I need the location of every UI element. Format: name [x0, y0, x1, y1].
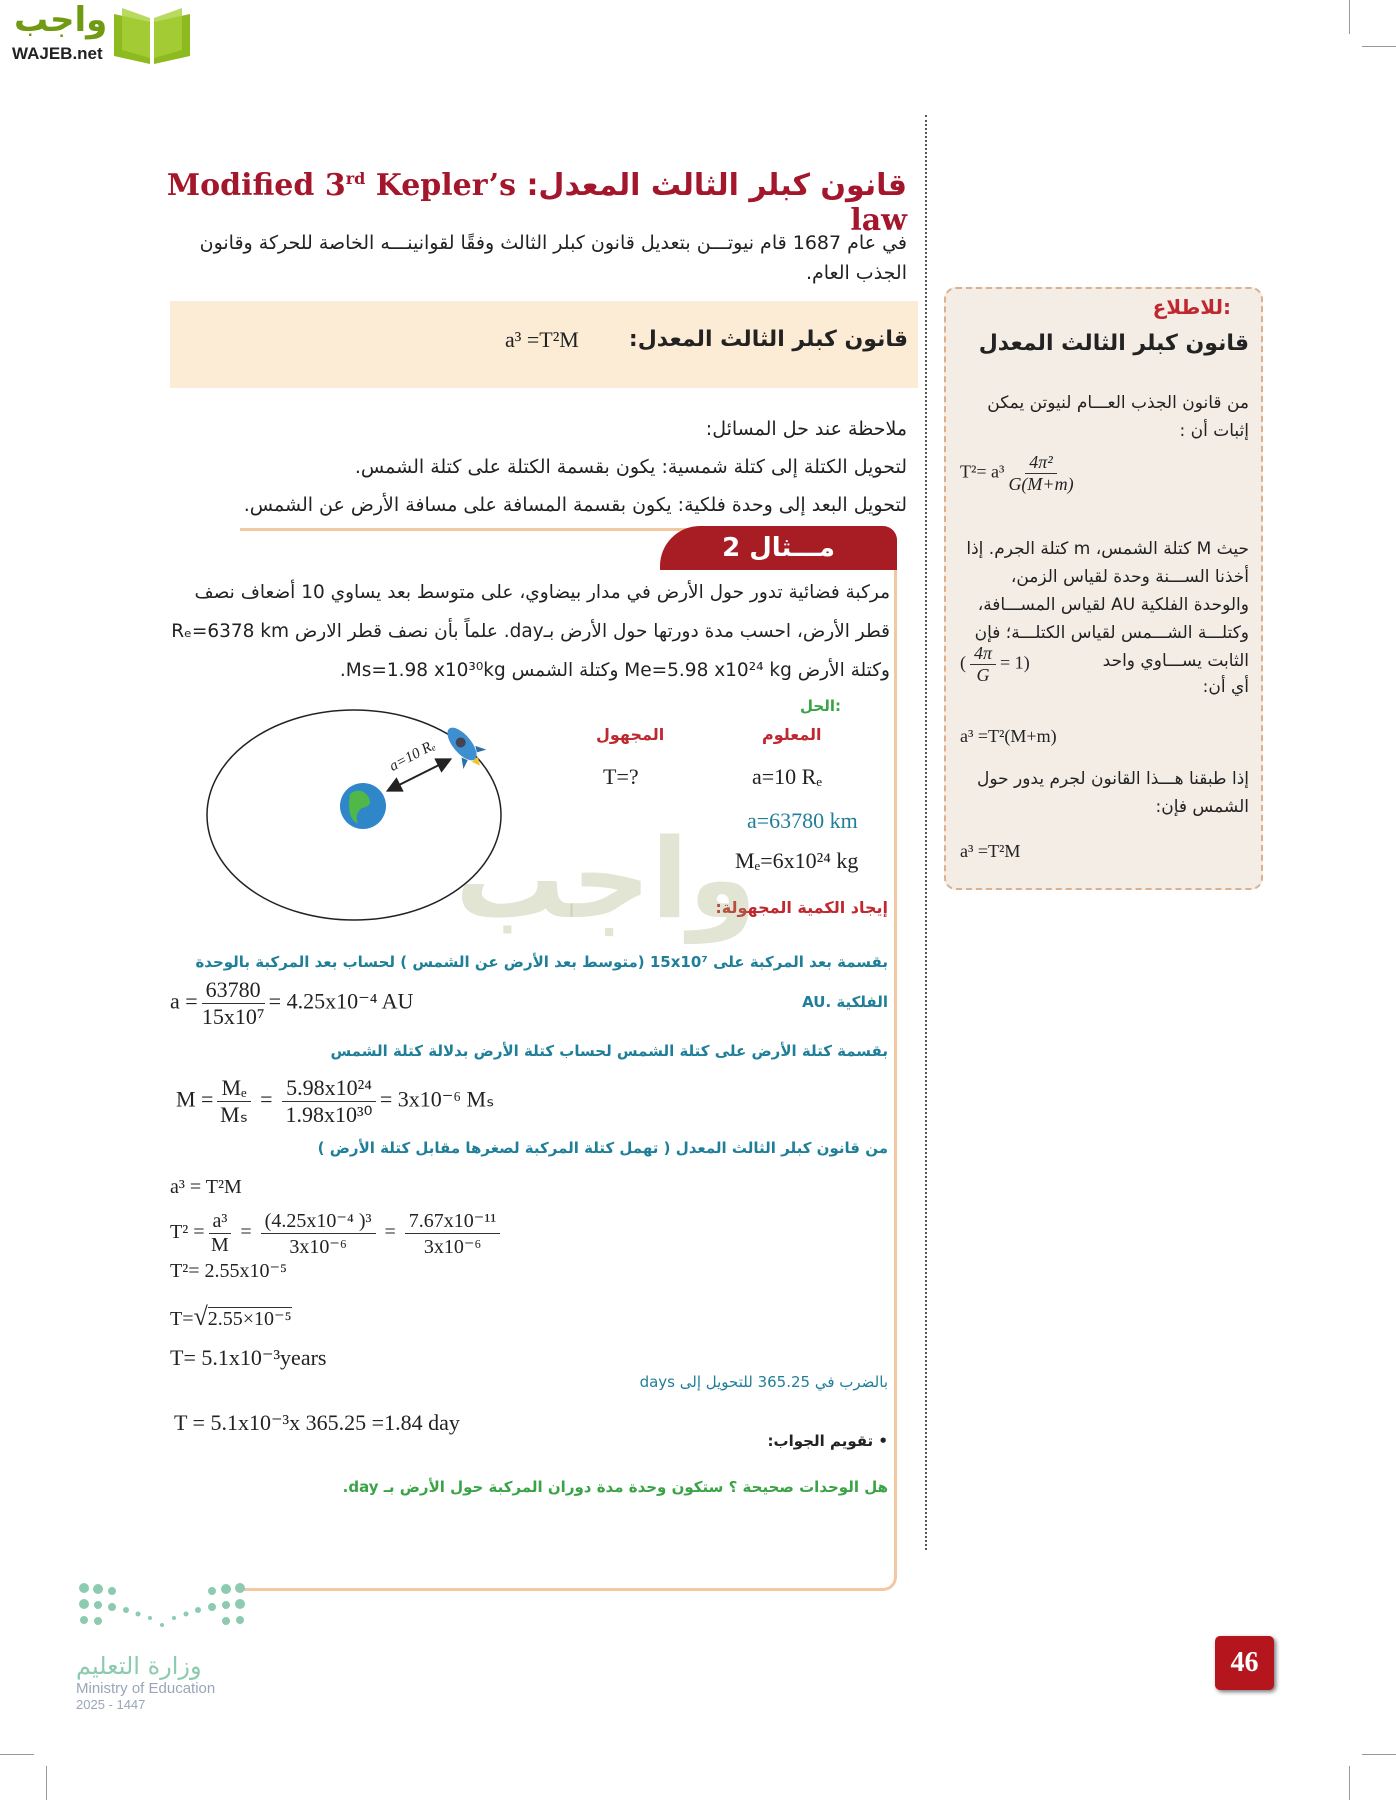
- example-tab: مـــثال 2: [660, 526, 897, 570]
- example-problem: مركبة فضائية تدور حول الأرض في مدار بيضاوي، على متوسط بعد يساوي 10 أضعاف نصف قطر الأرض، احسب مدة دورتها حول الأرض بـday. علماً بأن نصف قطر الارض Rₑ=6378 km وكتلة الأرض Me=5.98 x10²⁴ kg وكتلة الشمس Ms=1.98 x10³⁰kg.: [171, 582, 890, 681]
- wajeb-logo[interactable]: واجب WAJEB.net: [8, 6, 193, 66]
- find-unknown-label: إيجاد الكمية المجهولة:: [715, 898, 888, 917]
- page-number: 46: [1215, 1636, 1274, 1690]
- section-title: قانون كبلر الثالث المعدل: Modified 3rd Kepler’s law: [166, 168, 907, 238]
- equation: T = 5.1x10⁻³x 365.25 =1.84 day: [174, 1410, 460, 1435]
- crop-mark: [1349, 0, 1350, 34]
- crop-mark: [1362, 46, 1396, 47]
- book-icon: [110, 6, 194, 66]
- step-note: بقسمة كتلة الأرض على كتلة الشمس لحساب كتلة الأرض بدلالة كتلة الشمس: [330, 1042, 888, 1060]
- equation: T=√2.55×10⁻⁵: [170, 1302, 292, 1331]
- equation: T²= 2.55x10⁻⁵: [170, 1260, 288, 1282]
- step-note: بالضرب في 365.25 للتحويل إلى days: [639, 1373, 888, 1391]
- distance-label: a=10 Rₑ: [386, 737, 439, 775]
- known-value: a=63780 km: [747, 808, 858, 833]
- sidebar-formula: a³ =T²M: [960, 841, 1021, 861]
- sidebar-formula: ( $\frac{4\pi}{G}$ = 1): [960, 643, 1030, 685]
- formula-box: قانون كبلر الثالث المعدل: a³ =T²M: [170, 301, 918, 388]
- crop-mark: [1362, 1754, 1396, 1755]
- intro-paragraph: في عام 1687 قام نيوتـــن بتعديل قانون كبلر الثالث وفقًا لقوانينـــه الخاصة للحركة وقانون الجذب العام.: [199, 232, 907, 284]
- sidebar-box: للاطلاع: قانون كبلر الثالث المعدل من قانون الجذب العـــام لنيوتن يمكن إثبات أن : T²= a³ $\frac{\text{4π²}}{G(M+m)}$ حيث M كتلة الشمس، m كتلة الجرم. إذا أخذنا الســـنة وحدة لقياس الزمن، والوحدة الفلكية AU لقياس المســـافة، وكتلـــة الشـــمس لقياس الكتلـــة؛ فإن الثابت يســـاوي واحد ( $\frac{4\pi}{G}$ = 1) أي أن: a³ =T²(M+m) إذا طبقنا هـــذا القانون لجرم يدور حول الشمس فإن: a³ =T²M: [944, 287, 1263, 890]
- crop-mark: [46, 1766, 47, 1800]
- equation: T= 5.1x10⁻³years: [170, 1345, 327, 1370]
- column-divider: [925, 115, 927, 1550]
- step-note: بقسمة بعد المركبة على 15x10⁷ (متوسط بعد الأرض عن الشمس ) لحساب بعد المركبة بالوحدة الفلكية .AU: [195, 953, 888, 1011]
- ministry-logo: وزارة التعليم Ministry of Education 2025 - 1447: [76, 1580, 256, 1730]
- known-value: Mₑ=6x10²⁴ kg: [735, 848, 859, 873]
- unknown-value: T=?: [603, 764, 639, 789]
- known-header: المعلوم: [762, 725, 822, 744]
- equation: a³ = T²M: [170, 1176, 242, 1198]
- crop-mark: [1349, 1766, 1350, 1800]
- notes: ملاحظة عند حل المسائل: لتحويل الكتلة إلى كتلة شمسية: يكون بقسمة الكتلة على كتلة الشمس. لتحويل البعد إلى وحدة فلكية: يكون بقسمة المسافة على مسافة الأرض عن الشمس.: [243, 418, 907, 516]
- unknown-header: المجهول: [596, 725, 665, 744]
- step2-equation: M = $\frac{\text{Mₑ}}{\text{Mₛ}}$ = $\frac{\text{5.98x10²⁴}}{\text{1.98x10³⁰}}$ = 3x10⁻⁶ Mₛ: [176, 1075, 495, 1127]
- wajeb-watermark: واجب: [455, 815, 757, 943]
- crop-mark: [0, 1754, 34, 1755]
- evaluate-label: • تقويم الجواب:: [767, 1432, 888, 1450]
- ministry-dots-icon: [76, 1580, 246, 1640]
- sidebar-formula: a³ =T²(M+m): [960, 726, 1057, 746]
- rocket-icon: [438, 719, 492, 775]
- step1-equation: a = $\frac{63780}{\text{15x10⁷}}$ = 4.25x10⁻⁴ AU: [170, 977, 414, 1029]
- equation: T² = $\frac{\text{a³}}{M}$ = $\frac{\text{(4.25x10⁻⁴ )³}}{\text{3x10⁻⁶}}$ = $\frac{\text{7.67x10⁻¹¹}}{\text{3x10⁻⁶}}$: [170, 1208, 504, 1259]
- sidebar-formula: T²= a³ $\frac{\text{4π²}}{G(M+m)}$: [960, 452, 1074, 494]
- step-note: من قانون كبلر الثالث المعدل ( تهمل كتلة المركبة لصغرها مقابل كتلة الأرض ): [317, 1139, 888, 1157]
- known-value: a=10 Rₑ: [752, 764, 822, 789]
- solution-label: الحل:: [800, 697, 841, 715]
- evaluate-text: هل الوحدات صحيحة ؟ ستكون وحدة مدة دوران المركبة حول الأرض بـ day.: [342, 1478, 888, 1496]
